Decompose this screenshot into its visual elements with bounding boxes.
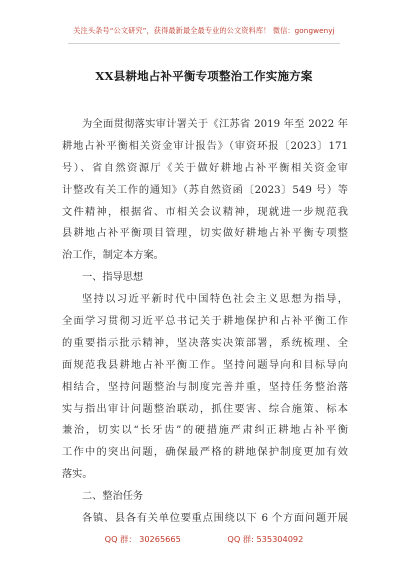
body-line: 实与指出审计问题整治联动，抓住要害、综合施策、标本	[62, 403, 348, 415]
footer-contacts	[0, 534, 408, 545]
header-divider	[68, 43, 340, 44]
body-line: 兼治，切实以“长牙齿”的硬措施严肃纠正耕地占补平衡	[62, 425, 348, 437]
body-line: 坚持以习近平新时代中国特色社会主义思想为指导，	[82, 294, 348, 306]
body-line: 二、整治任务	[82, 491, 144, 503]
document-title: XX县耕地占补平衡专项整治工作实施方案	[95, 69, 313, 83]
body-line: 计整改有关工作的通知》（苏自然资函〔2023〕549 号）等	[62, 184, 348, 196]
body-line: 落实。	[62, 469, 93, 481]
body-line: 治工作，制定本方案。	[62, 250, 164, 262]
body-line: 一、指导思想	[82, 272, 144, 284]
body-line: 各镇、县各有关单位要重点围绕以下 6 个方面问题开展	[82, 513, 348, 525]
body-line: 工作中的突出问题，确保最严格的耕地保护制度更加有效	[62, 447, 348, 459]
body-line: 耕地占补平衡相关资金审计报告》（审资环报〔2023〕171	[62, 140, 348, 152]
body-line: 全面学习贯彻习近平总书记关于耕地保护和占补平衡工作	[62, 316, 348, 328]
qq-group-2[interactable]: QQ 群: 535304092	[227, 534, 304, 544]
qq-group-1[interactable]: QQ 群： 30265665	[104, 534, 181, 544]
body-line: 面规范我县耕地占补平衡工作。坚持问题导向和目标导向	[62, 359, 348, 371]
body-line: 相结合，坚持问题整治与制度完善并重，坚持任务整治落	[62, 381, 348, 393]
promo-banner[interactable]: 关注头条号“公文研究”，获得最新最全最专业的公文资料库！ 微信：gongwenyj	[73, 26, 335, 35]
body-line: 县耕地占补平衡项目管理，切实做好耕地占补平衡专项整	[62, 228, 348, 240]
body-line: 为全面贯彻落实审计署关于《江苏省 2019 年至 2022 年	[82, 119, 348, 130]
document-body	[62, 114, 348, 530]
body-line: 号）、省自然资源厅《关于做好耕地占补平衡相关资金审	[62, 162, 348, 174]
body-line: 的重要指示批示精神，坚决落实决策部署，系统梳理、全	[62, 337, 348, 349]
body-line: 文件精神，根据省、市相关会议精神，现就进一步规范我	[62, 206, 348, 218]
